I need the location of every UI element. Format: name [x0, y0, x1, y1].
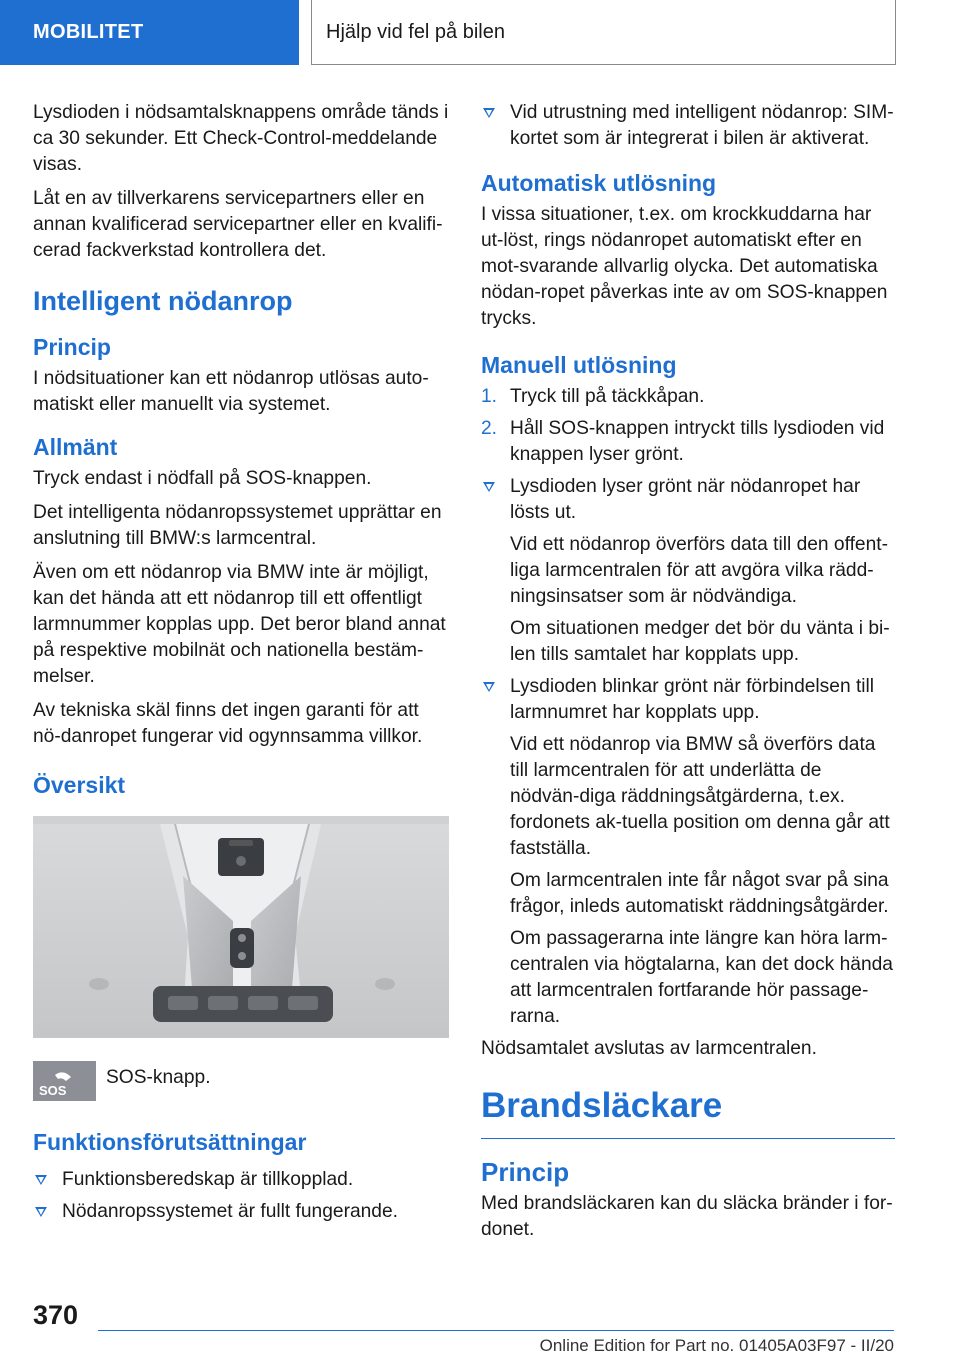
paragraph: Tryck endast i nödfall på SOS-knappen. [33, 468, 372, 489]
list-item [33, 1167, 449, 1193]
step-number: 2. [481, 418, 498, 439]
paragraph: I nödsituationer kan ett nödanrop utlösas auto-matiskt eller manuellt via systemet. [33, 368, 429, 415]
step-item [481, 416, 895, 468]
triangle-bullet-icon [483, 482, 495, 492]
paragraph: Det intelligenta nödanropssystemet upprättar en anslutning till BMW:s larmcentral. [33, 502, 442, 549]
paragraph: Med brandsläckaren kan du släcka bränder i for-donet. [481, 1193, 893, 1240]
legend-text: SOS-knapp. [106, 1067, 211, 1088]
list-item-text: Vid ett nödanrop överförs data till den offent-liga larmcentralen för att avgöra vilka rädd-ningsinsatser som är nödvändiga. [510, 534, 888, 607]
heading-oversikt: Översikt [33, 772, 126, 798]
chapter-title: Hjälp vid fel på bilen [326, 20, 505, 43]
left-column [33, 100, 449, 1231]
edition-text: Online Edition for Part no. 01405A03F97 - II/20 [539, 1336, 894, 1355]
legend-row [33, 1061, 449, 1101]
list-item [481, 474, 895, 668]
right-column [481, 100, 895, 1251]
section-title: MOBILITET [33, 21, 144, 43]
heading-princip: Princip [33, 334, 111, 360]
chapter-header [311, 0, 896, 65]
heading-princip-2: Princip [481, 1157, 570, 1187]
list-item [481, 674, 895, 1030]
paragraph: Nödsamtalet avslutas av larmcentralen. [481, 1038, 817, 1059]
sos-icon-label: SOS [39, 1083, 67, 1098]
list-item-text: Om passagerarna inte längre kan höra larm-centralen via högtalarna, kan det dock hända att larmcentralen fortfarande hör passage-rarna. [510, 928, 893, 1027]
triangle-bullet-icon [483, 682, 495, 692]
sos-button-icon [33, 1061, 96, 1101]
heading-automatisk: Automatisk utlösning [481, 170, 717, 196]
list-item-text: Om larmcentralen inte får något svar på sina frågor, inleds automatiskt räddningsåtgärder. [510, 870, 889, 917]
footer-divider [98, 1330, 894, 1331]
roof-console-photo [33, 816, 449, 1038]
paragraph: Låt en av tillverkarens servicepartners eller en annan kvalificerad servicepartner eller en kvalifi-cerad fackverkstad kontrollera det. [33, 188, 443, 261]
triangle-bullet-icon [35, 1207, 47, 1217]
list-item-text: Funktionsberedskap är tillkopplad. [62, 1169, 354, 1190]
step-number: 1. [481, 386, 498, 407]
list-item [33, 1199, 449, 1225]
paragraph: I vissa situationer, t.ex. om krockkuddarna har ut-löst, rings nödanropet automatiskt efter en mot-svarande allvarlig olycka. Det automatiska nödan-ropet påverkas inte av om SOS-knappen trycks. [481, 204, 888, 329]
heading-intelligent: Intelligent nödanrop [33, 286, 293, 316]
paragraph: Lysdioden i nödsamtalsknappens område tänds i ca 30 sekunder. Ett Check-Control-meddelande visas. [33, 102, 449, 175]
paragraph: Även om ett nödanrop via BMW inte är möjligt, kan det hända att ett nödanrop till ett offentligt larmnummer kopplas upp. Det beror bland annat på respektive mobilnät och nationella bestäm-melser. [33, 562, 446, 687]
step-item [481, 384, 895, 410]
step-text: Tryck till på täckkåpan. [510, 386, 705, 407]
triangle-bullet-icon [35, 1175, 47, 1185]
list-item-text: Nödanropssystemet är fullt fungerande. [62, 1201, 398, 1222]
heading-funktionsforutsattningar: Funktionsförutsättningar [33, 1129, 307, 1155]
list-item-text: Lysdioden blinkar grönt när förbindelsen till larmnumret har kopplats upp. [510, 676, 875, 723]
list-item [481, 100, 895, 152]
paragraph: Av tekniska skäl finns det ingen garanti för att nö-danropet fungerar vid ogynnsamma villkor. [33, 700, 423, 747]
heading-brandslackare: Brandsläckare [481, 1084, 895, 1139]
section-tab [0, 0, 299, 65]
heading-allmant: Allmänt [33, 434, 118, 460]
list-item-text: Vid ett nödanrop via BMW så överförs data till larmcentralen för att underlätta de nödvän-diga räddningsåtgärderna, t.ex. fordonets ak-tuella position om denna går att fastställa. [510, 734, 890, 859]
list-item-text: Om situationen medger det bör du vänta i bi-len tills samtalet har kopplats upp. [510, 618, 890, 665]
list-item-text: Lysdioden lyser grönt när nödanropet har lösts ut. [510, 476, 861, 523]
triangle-bullet-icon [483, 108, 495, 118]
step-text: Håll SOS-knappen intryckt tills lysdioden vid knappen lyser grönt. [510, 418, 885, 465]
list-item-text: Vid utrustning med intelligent nödanrop: SIM-kortet som är integrerat i bilen är aktiverat. [510, 102, 894, 149]
page-number: 370 [33, 1300, 79, 1330]
heading-manuell: Manuell utlösning [481, 352, 677, 378]
